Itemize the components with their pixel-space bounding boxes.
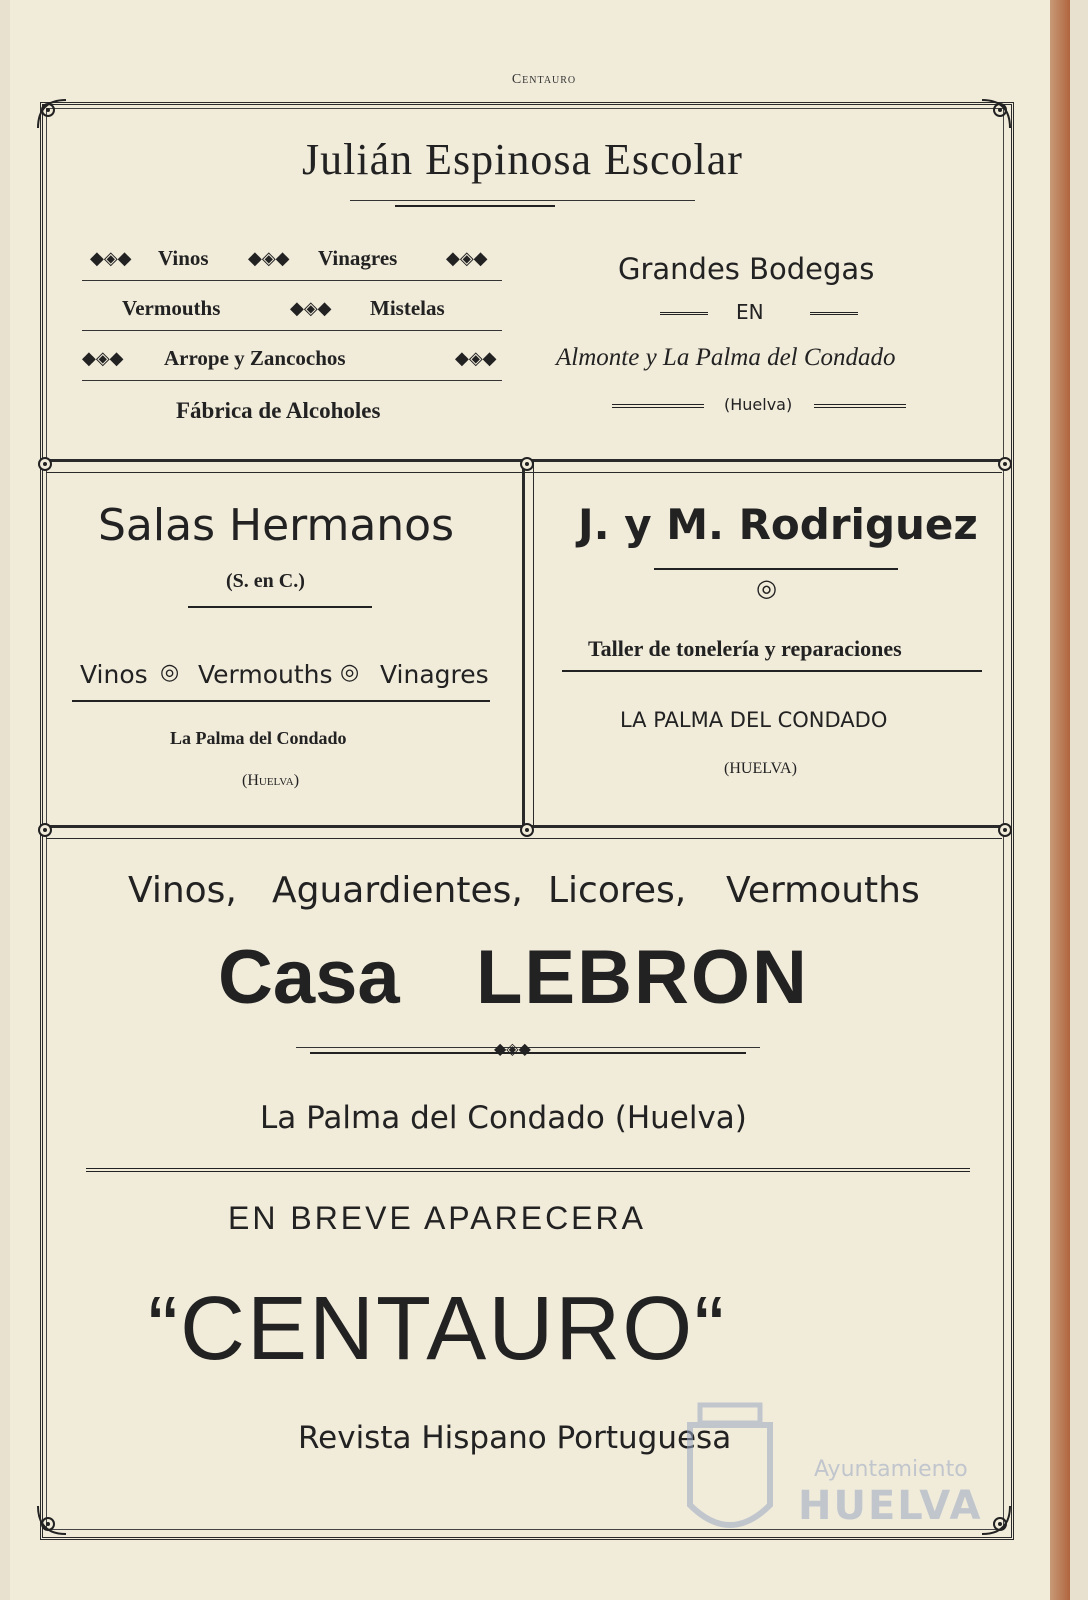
ad1-rule bbox=[395, 205, 555, 207]
divider-knot-icon bbox=[36, 821, 54, 839]
page-edge bbox=[1050, 0, 1070, 1600]
ad1-right-places: Almonte y La Palma del Condado bbox=[556, 344, 896, 371]
ad1-rule bbox=[814, 404, 906, 408]
ad1-right-province: (Huelva) bbox=[724, 395, 793, 414]
ad1-product: Vermouths bbox=[122, 296, 221, 320]
ad1-product: Vinos bbox=[158, 246, 209, 270]
divider-knot-icon bbox=[996, 821, 1014, 839]
ad1-rule bbox=[82, 380, 502, 381]
ad1-product: Arrope y Zancochos bbox=[164, 346, 346, 370]
divider-knot-icon bbox=[36, 455, 54, 473]
ad3-place: LA PALMA DEL CONDADO bbox=[620, 708, 888, 732]
ad2-name: Salas Hermanos bbox=[98, 500, 455, 551]
ad2-product: Vinos bbox=[80, 660, 148, 689]
diamond-ornament-icon: ◆◈◆ bbox=[455, 348, 497, 369]
column-divider bbox=[522, 462, 534, 827]
coat-of-arms-icon bbox=[680, 1395, 780, 1545]
ad5-announcement: EN BREVE APARECERA bbox=[228, 1200, 646, 1236]
ad3-business: Taller de tonelería y reparaciones bbox=[588, 636, 902, 661]
ad4-product: Licores, bbox=[548, 870, 687, 911]
ad1-product: Mistelas bbox=[370, 296, 445, 320]
ad2-product: Vinagres bbox=[380, 660, 489, 689]
ad3-province: (HUELVA) bbox=[724, 760, 797, 777]
ad1-rule bbox=[660, 312, 708, 315]
ad2-rule bbox=[188, 606, 372, 608]
corner-ornament-icon bbox=[34, 1502, 70, 1538]
ad1-name: Julián Espinosa Escolar bbox=[302, 135, 743, 184]
bullseye-icon: ◎ bbox=[160, 660, 180, 685]
ad4-name-prefix: Casa bbox=[218, 935, 400, 1020]
corner-ornament-icon bbox=[978, 1502, 1014, 1538]
ad4-product: Aguardientes, bbox=[272, 870, 523, 911]
diamond-ornament-icon: ◆◈◆ bbox=[90, 248, 132, 269]
bullseye-icon: ◎ bbox=[756, 574, 777, 602]
ad1-rule bbox=[82, 330, 502, 331]
watermark-line1: Ayuntamiento bbox=[814, 1457, 968, 1482]
ad2-product: Vermouths bbox=[198, 660, 333, 689]
diamond-ornament-icon: ◆◈◆ bbox=[248, 248, 290, 269]
ad4-rule bbox=[86, 1168, 970, 1172]
ad5-title: “CENTAURO“ bbox=[148, 1279, 727, 1379]
ad3-rule bbox=[562, 670, 982, 672]
corner-ornament-icon bbox=[978, 96, 1014, 132]
diamond-ornament-icon: ◆◈◆ bbox=[290, 298, 332, 319]
ad1-rule bbox=[350, 200, 695, 201]
ad1-product: Vinagres bbox=[318, 246, 398, 270]
running-head: Centauro bbox=[511, 72, 577, 87]
corner-ornament-icon bbox=[34, 96, 70, 132]
ad4-name: LEBRON bbox=[476, 935, 809, 1020]
diamond-ornament-icon: ◆◈◆ bbox=[494, 1039, 531, 1058]
diamond-ornament-icon: ◆◈◆ bbox=[82, 348, 124, 369]
divider-knot-icon bbox=[518, 821, 536, 839]
divider-knot-icon bbox=[518, 455, 536, 473]
ad4-product: Vermouths bbox=[726, 870, 920, 911]
ad1-right-title: Grandes Bodegas bbox=[618, 252, 875, 286]
watermark-line2: HUELVA bbox=[798, 1483, 983, 1529]
ad1-product: Fábrica de Alcoholes bbox=[176, 398, 381, 423]
ad3-rule bbox=[654, 568, 898, 570]
ad2-rule bbox=[72, 700, 490, 702]
ad1-right-en: EN bbox=[736, 300, 764, 324]
ad5-subtitle: Revista Hispano Portuguesa bbox=[298, 1420, 732, 1456]
ad4-product: Vinos, bbox=[128, 870, 237, 911]
ad1-rule bbox=[810, 312, 858, 315]
ad2-place: La Palma del Condado bbox=[170, 728, 347, 748]
ad3-name: J. y M. Rodriguez bbox=[578, 500, 978, 549]
bullseye-icon: ◎ bbox=[340, 660, 360, 685]
ad1-rule bbox=[612, 404, 704, 408]
ad2-province: (Huelva) bbox=[242, 772, 300, 789]
ad2-company-type: (S. en C.) bbox=[226, 570, 305, 592]
diamond-ornament-icon: ◆◈◆ bbox=[446, 248, 488, 269]
ad1-rule bbox=[82, 280, 502, 281]
divider-knot-icon bbox=[996, 455, 1014, 473]
ad4-address: La Palma del Condado (Huelva) bbox=[260, 1100, 747, 1136]
